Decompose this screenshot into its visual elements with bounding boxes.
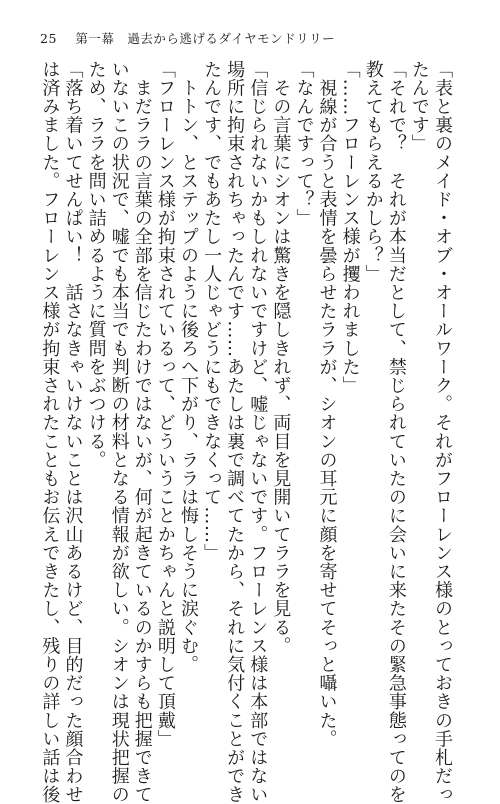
- text-line: 場所に拘束されちゃったんです……あたしは裏で調べてたから、それに気付くことができ: [224, 60, 246, 804]
- text-line: 「表と裏のメイド・オブ・オールワーク。それがフローレンス様のとっておきの手札だっ: [432, 60, 453, 804]
- text-line: 「なんですって？」: [293, 60, 315, 228]
- text-line: 視線が合うと表情を曇らせたララが、シオンの耳元に顔を寄せてそっと囁いた。: [316, 60, 338, 749]
- text-line: 「フローレンス様が拘束されているって、どういうことかちゃんと説明して頂戴」: [154, 60, 176, 749]
- text-line: いないこの状況で、嘘でも本当でも判断の材料となる情報が欲しい。シオンは現状把握の: [108, 60, 130, 804]
- text-line: まだララの言葉の全部を信じたわけではないが、何が起きているのかすらも把握できて: [131, 60, 153, 804]
- text-line: 「落ち着いてせんぱい！ 話さなきゃいけないことは沢山あるけど、目的だった顔合わせ: [62, 60, 84, 804]
- text-line: 「それで？ それが本当だとして、禁じられていたのに会いに来たその緊急事態ってのを: [385, 60, 407, 804]
- text-line: トトン、とステップのように後ろへ下がり、ララは悔しそうに涙ぐむ。: [177, 60, 199, 674]
- text-line: は済みました。フローレンス様が拘束されたこともお伝えできたし、残りの詳しい話は後: [39, 60, 61, 804]
- text-line: たんです、でもあたし一人じゃどうにもできなくって……」: [201, 60, 223, 563]
- running-head: [40, 30, 335, 48]
- text-line: 「信じられないかもしれないですけど、嘘じゃないです。フローレンス様は本部ではない: [247, 60, 269, 804]
- text-line: 教えてもらえるかしら？」: [362, 60, 384, 284]
- text-line: たんです」: [408, 60, 430, 153]
- text-line: その言葉にシオンは驚きを隠しきれず、両目を見開いてララを見る。: [270, 60, 292, 656]
- chapter-title: 第一幕 過去から逃げるダイヤモンドリリー: [75, 31, 336, 46]
- body-text: [38, 60, 454, 804]
- page-number: 25: [40, 31, 57, 46]
- text-line: ため、ララを問い詰めるように質問をぶつける。: [85, 60, 107, 470]
- text-line: 「……フローレンス様が攫われました」: [339, 60, 361, 395]
